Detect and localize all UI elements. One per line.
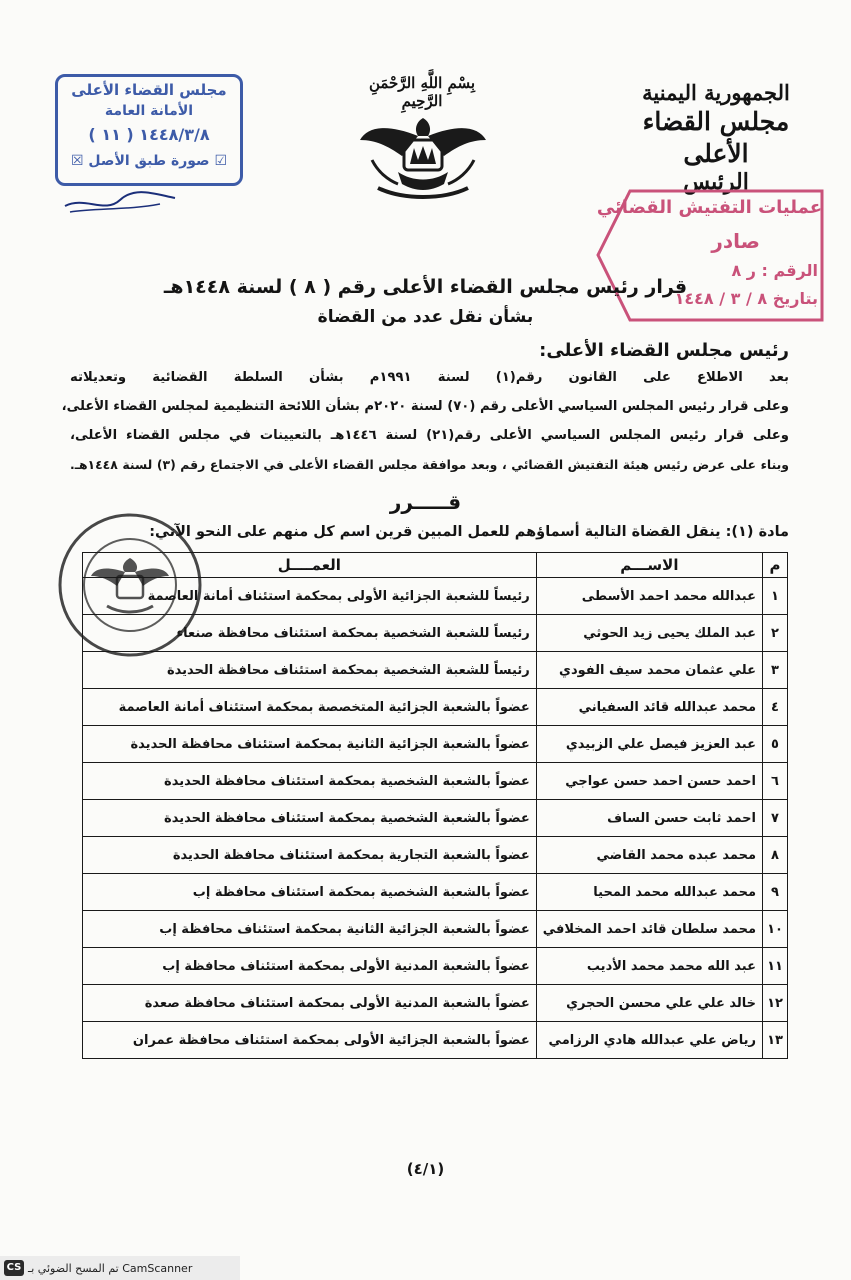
letterhead [621,80,811,196]
row-num: ٣ [763,652,788,689]
table-row [83,726,788,763]
republic-emblem-icon [358,100,488,208]
row-work: عضواً بالشعبة الجزائية الأولى بمحكمة استئناف محافظة عمران [83,1022,537,1059]
row-work: عضواً بالشعبة التجارية بمحكمة استئناف محافظة الحديدة [83,837,537,874]
letterhead-council: مجلس القضاء الأعلى [642,107,790,168]
row-name: عبدالله محمد احمد الأسطى [536,578,762,615]
row-work: عضواً بالشعبة الشخصية بمحكمة استئناف محافظة الحديدة [83,763,537,800]
row-num: ٢ [763,615,788,652]
archive-stamp-line3: ١٤٤٨/٣/٨ ( ١١ ) [88,125,210,144]
table-row [83,800,788,837]
row-work: عضواً بالشعبة المدنية الأولى بمحكمة استئناف محافظة إب [83,948,537,985]
row-work: رئيساً للشعبة الشخصية بمحكمة استئناف محافظة صنعاء [83,615,537,652]
table-row [83,948,788,985]
row-work: عضواً بالشعبة الجزائية المتخصصة بمحكمة استئناف أمانة العاصمة [83,689,537,726]
archive-stamp-line1: مجلس القضاء الأعلى [71,81,227,99]
page-number: (٤/١) [406,1160,445,1178]
camscanner-watermark [0,1256,240,1280]
letterhead-president: الرئيس [683,168,749,195]
preamble-line3: وعلى قرار رئيس المجلس السياسي الأعلى رقم(٢١) لسنة ١٤٤٦هـ بالتعيينات في مجلس القضاء الأعلى، [70,428,789,443]
table-row [83,689,788,726]
outgoing-stamp-line4: بتاريخ ٨ / ٣ / ١٤٤٨ [674,289,818,308]
row-name: رياض علي عبدالله هادي الرزامي [536,1022,762,1059]
archive-stamp-line2: الأمانة العامة [104,103,194,119]
row-name: محمد سلطان قائد احمد المخلافي [536,911,762,948]
row-name: خالد علي علي محسن الحجري [536,985,762,1022]
row-name: محمد عبدالله قائد السفياني [536,689,762,726]
basmala: بِسْمِ اللَّهِ الرَّحْمَنِ الرَّحِيمِ [368,74,476,110]
row-num: ١٢ [763,985,788,1022]
row-work: رئيساً للشعبة الجزائية الأولى بمحكمة استئناف أمانة العاصمة [83,578,537,615]
preamble-line4: وبناء على عرض رئيس هيئة التفتيش القضائي ، وبعد موافقة مجلس القضاء الأعلى في الاجتماع رقم (٣) لسنة ١٤٤٨هـ. [70,457,789,472]
row-name: عبد الملك يحيى زيد الحوثي [536,615,762,652]
row-num: ١١ [763,948,788,985]
row-work: عضواً بالشعبة الجزائية الثانية بمحكمة استئناف محافظة إب [83,911,537,948]
article-1: مادة (١): ينقل القضاة التالية أسماؤهم للعمل المبين قرين اسم كل منهم على النحو الآتي: [149,524,789,540]
table-row [83,911,788,948]
column-header-num: م [763,553,788,578]
row-name: عبد الله محمد محمد الأديب [536,948,762,985]
row-num: ١ [763,578,788,615]
row-name: محمد عبدالله محمد المحيا [536,874,762,911]
row-num: ١٠ [763,911,788,948]
row-num: ٤ [763,689,788,726]
table-row [83,985,788,1022]
row-num: ٨ [763,837,788,874]
row-name: محمد عبده محمد القاضي [536,837,762,874]
row-name: علي عثمان محمد سيف الفودي [536,652,762,689]
outgoing-stamp-line3: الرقم : ر ٨ [731,261,818,280]
row-num: ٦ [763,763,788,800]
row-num: ١٣ [763,1022,788,1059]
column-header-work: العمــــل [83,553,537,578]
official-seal-icon [55,510,205,660]
camscanner-logo-icon: CS [4,1260,24,1276]
row-num: ٩ [763,874,788,911]
row-num: ٧ [763,800,788,837]
row-num: ٥ [763,726,788,763]
outgoing-stamp-line1: عمليات التفتيش القضائي [596,197,822,218]
preamble-line2: وعلى قرار رئيس المجلس السياسي الأعلى رقم (٧٠) لسنة ٢٠٢٠م بشأن اللائحة التنظيمية لمجلس القضاء الأعلى، [61,399,789,414]
column-header-name: الاســـم [536,553,762,578]
letterhead-republic: الجمهورية اليمنية [642,80,790,105]
decision-word: قـــــرر [389,490,462,514]
table-row [83,1022,788,1059]
archive-stamp-line4: ☑ صورة طبق الأصل ☒ [71,153,227,169]
row-name: عبد العزيز فيصل علي الزبيدي [536,726,762,763]
table-row [83,837,788,874]
row-name: احمد ثابت حسن الساف [536,800,762,837]
archive-stamp [55,74,243,186]
decision-subtitle: بشأن نقل عدد من القضاة [317,307,534,327]
preamble-heading: رئيس مجلس القضاء الأعلى: [539,340,789,361]
outgoing-stamp-line2: صادر [711,229,760,253]
row-work: رئيساً للشعبة الشخصية بمحكمة استئناف محافظة الحديدة [83,652,537,689]
table-row [83,763,788,800]
row-name: احمد حسن احمد حسن عواجي [536,763,762,800]
row-work: عضواً بالشعبة الشخصية بمحكمة استئناف محافظة الحديدة [83,800,537,837]
table-row [83,874,788,911]
signature-mark [60,186,180,216]
row-work: عضواً بالشعبة الجزائية الثانية بمحكمة استئناف محافظة الحديدة [83,726,537,763]
row-work: عضواً بالشعبة الشخصية بمحكمة استئناف محافظة إب [83,874,537,911]
row-work: عضواً بالشعبة المدنية الأولى بمحكمة استئناف محافظة صعدة [83,985,537,1022]
preamble-line1: بعد الاطلاع على القانون رقم(١) لسنة ١٩٩١م بشأن السلطة القضائية وتعديلاته [70,370,789,385]
camscanner-text: تم المسح الضوئي بـ CamScanner [28,1261,193,1275]
decision-title: قرار رئيس مجلس القضاء الأعلى رقم ( ٨ ) لسنة ١٤٤٨هـ [163,276,688,298]
